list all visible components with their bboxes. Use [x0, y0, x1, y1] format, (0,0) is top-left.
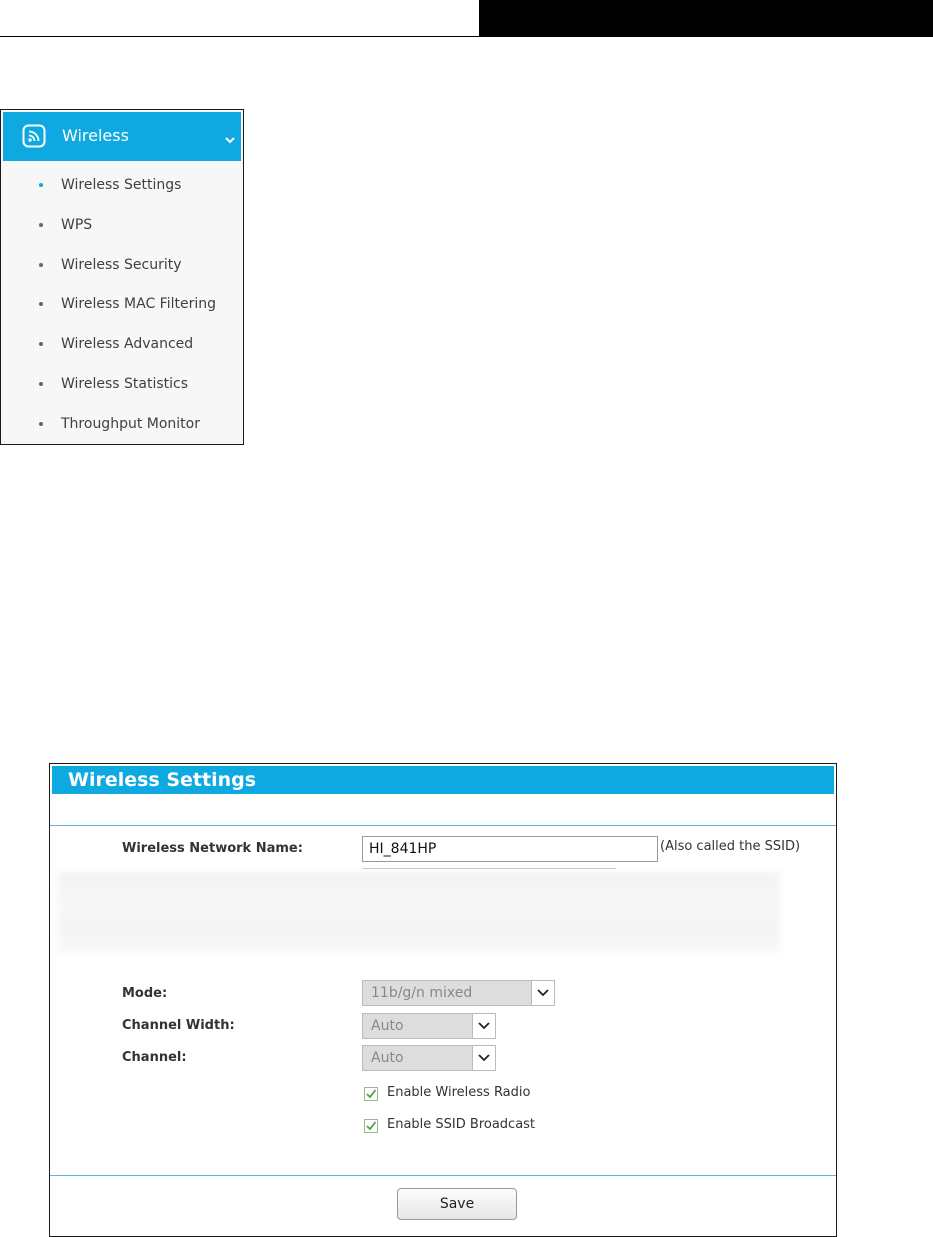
wireless-menu — [0, 109, 244, 445]
header-black-band — [479, 0, 933, 37]
sidebar-item-label: Wireless Advanced — [61, 336, 194, 352]
sidebar-item-wireless-security[interactable] — [1, 253, 241, 277]
wireless-settings-panel — [49, 763, 837, 1237]
save-button[interactable]: Save — [397, 1188, 517, 1220]
ssid-underline — [362, 868, 616, 869]
channel-width-value: Auto — [371, 1018, 404, 1034]
channel-value: Auto — [371, 1050, 404, 1066]
wifi-icon — [22, 124, 46, 148]
bullet-dot — [39, 302, 43, 306]
enable-wireless-radio-label: Enable Wireless Radio — [387, 1085, 531, 1100]
channel-label: Channel: — [122, 1050, 187, 1065]
menu-header-wireless[interactable] — [3, 112, 241, 161]
sidebar-item-wireless-mac-filtering[interactable] — [1, 292, 241, 316]
sidebar-item-wireless-statistics[interactable] — [1, 372, 241, 396]
sidebar-item-label: Wireless Settings — [61, 177, 182, 193]
chevron-down-icon — [531, 981, 554, 1005]
sidebar-item-label: Throughput Monitor — [61, 416, 200, 432]
chevron-down-icon — [224, 131, 236, 143]
sidebar-item-label: Wireless MAC Filtering — [61, 296, 216, 312]
menu-title: Wireless — [62, 126, 129, 145]
sidebar-item-throughput-monitor[interactable] — [1, 412, 241, 436]
mode-select[interactable] — [362, 980, 555, 1006]
ssid-hint: (Also called the SSID) — [660, 839, 801, 854]
panel-title: Wireless Settings — [68, 769, 257, 791]
bullet-dot — [39, 263, 43, 267]
sidebar-item-wps[interactable] — [1, 213, 241, 237]
ssid-input[interactable] — [362, 836, 658, 862]
obscured-region — [58, 872, 780, 954]
channel-width-select[interactable] — [362, 1013, 496, 1039]
enable-ssid-broadcast-label: Enable SSID Broadcast — [387, 1117, 536, 1132]
bullet-dot — [39, 342, 43, 346]
mode-value: 11b/g/n mixed — [371, 985, 473, 1001]
panel-header — [52, 766, 834, 794]
sidebar-item-wireless-advanced[interactable] — [1, 332, 241, 356]
ssid-label: Wireless Network Name: — [122, 841, 303, 856]
chevron-down-icon — [472, 1046, 495, 1070]
chevron-down-icon — [472, 1014, 495, 1038]
bullet-dot — [39, 223, 43, 227]
enable-ssid-broadcast-checkbox[interactable] — [364, 1118, 378, 1132]
divider-bottom — [50, 1175, 836, 1176]
sidebar-item-label: Wireless Security — [61, 257, 182, 273]
bullet-dot — [39, 382, 43, 386]
mode-label: Mode: — [122, 986, 168, 1001]
channel-select[interactable] — [362, 1045, 496, 1071]
divider-top — [50, 825, 836, 826]
bullet-dot — [39, 422, 43, 426]
channel-width-label: Channel Width: — [122, 1018, 235, 1033]
sidebar-item-label: Wireless Statistics — [61, 376, 189, 392]
sidebar-item-label: WPS — [61, 217, 93, 233]
enable-wireless-radio-checkbox[interactable] — [364, 1086, 378, 1100]
bullet-dot — [39, 183, 43, 187]
sidebar-item-wireless-settings[interactable] — [1, 173, 241, 197]
